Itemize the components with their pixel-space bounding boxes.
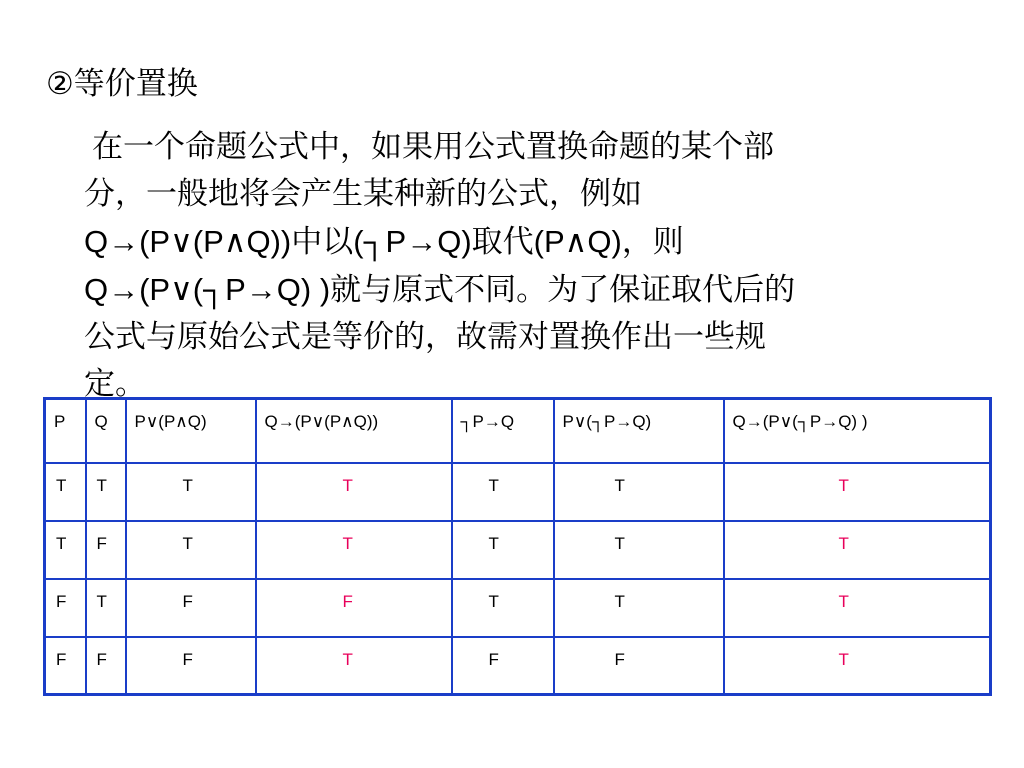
paragraph-line-6: 定。	[84, 366, 146, 402]
table-cell: T	[554, 521, 724, 579]
table-cell: T	[554, 463, 724, 521]
formula-result: Q→(P∨(┐P→Q) )	[84, 272, 331, 307]
table-row	[45, 463, 991, 521]
table-cell: T	[86, 579, 126, 637]
table-cell: T	[126, 463, 256, 521]
table-cell: T	[724, 463, 991, 521]
table-cell: T	[45, 463, 86, 521]
table-cell: T	[126, 521, 256, 579]
table-header-cell: P∨(┐P→Q)	[554, 399, 724, 463]
table-cell: F	[554, 637, 724, 695]
table-cell: F	[256, 579, 452, 637]
table-cell: F	[126, 637, 256, 695]
table-header-cell: Q→(P∨(P∧Q))	[256, 399, 452, 463]
paragraph-line-3	[84, 218, 994, 266]
table-header-cell: Q	[86, 399, 126, 463]
table-cell: F	[86, 637, 126, 695]
truth-table	[43, 397, 992, 696]
table-cell: F	[126, 579, 256, 637]
table-cell: F	[86, 521, 126, 579]
paragraph-line-2: 分，一般地将会产生某种新的公式，例如	[84, 176, 642, 212]
table-row	[45, 579, 991, 637]
table-cell: T	[452, 579, 554, 637]
section-heading: ②等价置换	[46, 66, 198, 102]
table-cell: T	[724, 579, 991, 637]
table-cell: T	[724, 637, 991, 695]
paragraph-line-4-text: 就与原式不同。为了保证取代后的	[330, 272, 796, 308]
table-header-cell: P∨(P∧Q)	[126, 399, 256, 463]
formula-original: Q→(P∨(P∧Q))	[84, 224, 292, 259]
table-cell: T	[554, 579, 724, 637]
body-paragraph	[84, 124, 994, 408]
paragraph-line-4	[84, 266, 994, 314]
table-row	[45, 521, 991, 579]
table-header-cell: P	[45, 399, 86, 463]
table-cell: T	[724, 521, 991, 579]
table-cell: F	[45, 579, 86, 637]
table-row	[45, 637, 991, 695]
paragraph-line-3-mid: 中以	[291, 224, 354, 260]
table-header-cell: ┐P→Q	[452, 399, 554, 463]
table-header-row	[45, 399, 991, 463]
table-header-cell: Q→(P∨(┐P→Q) )	[724, 399, 991, 463]
table-cell: T	[256, 463, 452, 521]
table-cell: T	[452, 463, 554, 521]
paragraph-line-1	[84, 124, 994, 171]
table-cell: F	[452, 637, 554, 695]
table-cell: T	[45, 521, 86, 579]
paragraph-line-1-text: 在一个命题公式中，如果用公式置换命题的某个部	[92, 129, 774, 165]
table-body	[45, 463, 991, 695]
table-cell: F	[45, 637, 86, 695]
paragraph-line-3-mid2: 取代	[471, 224, 534, 260]
table-cell: T	[86, 463, 126, 521]
table-cell: T	[256, 637, 452, 695]
table-cell: T	[256, 521, 452, 579]
formula-replacement: (┐P→Q)	[353, 224, 472, 259]
formula-replaced-part: (P∧Q)	[533, 224, 622, 259]
table-cell: T	[452, 521, 554, 579]
paragraph-line-3-end: ，则	[621, 224, 684, 260]
paragraph-line-5: 公式与原始公式是等价的，故需对置换作出一些规	[84, 319, 766, 355]
